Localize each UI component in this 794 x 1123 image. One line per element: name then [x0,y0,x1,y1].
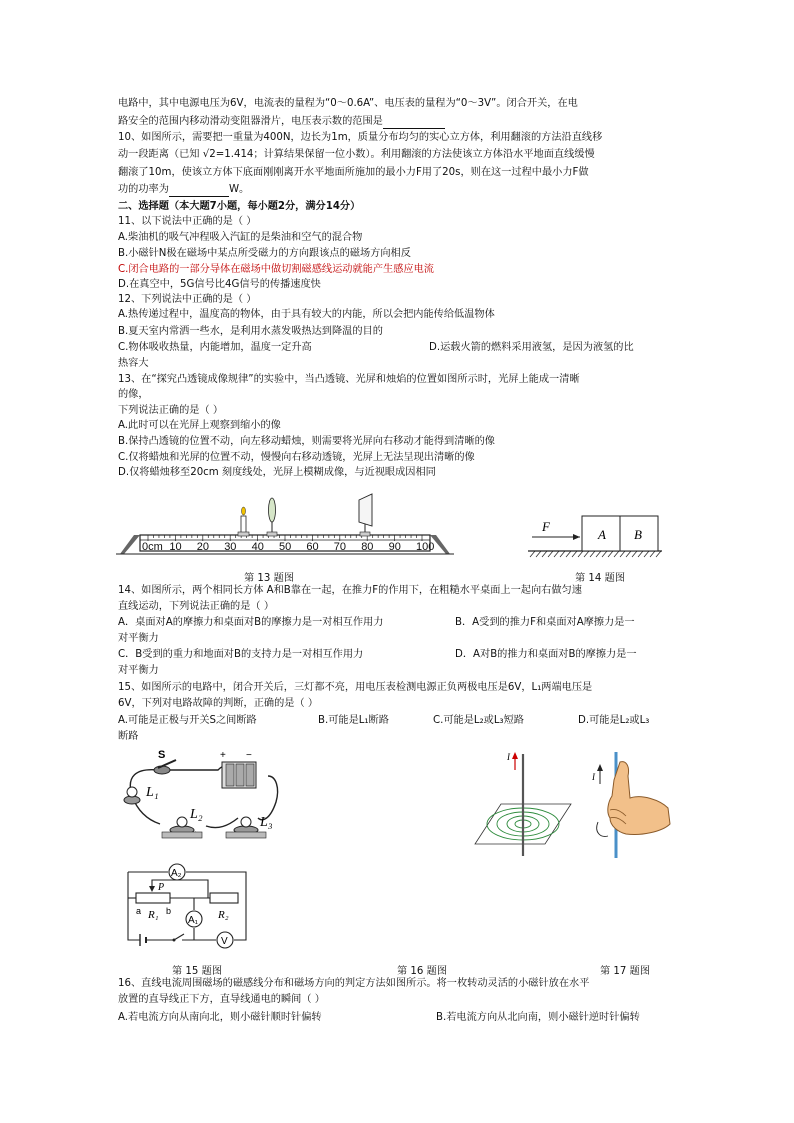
text-line: 10、如图所示，需要把一重量为400N，边长为1m，质量分布均匀的实心立方体，利用翻滚的方法沿直线移 [118,132,603,143]
text-line: 6V，下列对电路故障的判断，正确的是（ ） [118,698,319,709]
question-stem: 12、下列说法中正确的是（ ） [118,294,257,305]
option: B.保持凸透镜的位置不动，向左移动蜡烛，则需要将光屏向右移动才能得到清晰的像 [118,436,495,447]
battery-negative-label: − [246,750,252,761]
ground-hatch [644,551,649,557]
wire-field-diagram [473,748,573,858]
ground-hatch [596,551,601,557]
option: D.在真空中，5G信号比4G信号的传播速度快 [118,279,321,290]
figure-caption: 第 15 题图 [172,966,223,977]
ground-hatch [560,551,565,557]
option: A.热传递过程中，温度高的物体，由于具有较大的内能，所以会把内能传给低温物体 [118,309,495,320]
ruler-label: 40 [251,541,264,553]
text-fragment: W。 [228,184,250,195]
ground-hatch [536,551,541,557]
ground-hatch [608,551,613,557]
ruler-label: 70 [333,541,347,553]
text-line: 放置的直导线正下方，直导线通电的瞬间（ ） [118,994,325,1005]
text-line [118,182,249,197]
question-stem: 15、如图所示的电路中，闭合开关后，三灯都不亮，用电压表检测电源正负两极电压是6V，L₁两端电压是 [118,682,593,693]
option: A.可能是正极与开关S之间断路 [118,715,257,726]
text-line: 对平衡力 [118,633,159,644]
resistor-r2-label: R₂ [218,909,229,921]
ruler-label: 50 [279,541,292,553]
question-stem: 14、如图所示，两个相同长方体 A和B靠在一起，在推力F的作用下，在粗糙水平桌面上一起向右做匀速 [118,585,582,596]
lamp-l2-label: L₂ [190,807,203,822]
ground-hatch [602,551,607,557]
option: C.闭合电路的一部分导体在磁场中做切割磁感线运动就能产生感应电流 [118,264,434,275]
ground-hatch [626,551,631,557]
slider-p-label: P [158,882,165,893]
option: B.可能是L₁断路 [318,715,389,726]
ruler-label: 60 [306,541,319,553]
rheostat-circuit [118,856,258,952]
question-stem: 16、直线电流周围磁场的磁感线分布和磁场方向的判定方法如图所示。将一枚转动灵活的小磁针放在水平 [118,978,590,989]
text-line: 下列说法正确的是（ ） [118,405,224,416]
three-lamp-circuit [118,746,288,852]
ruler-label: 30 [224,541,237,553]
ground-hatch [590,551,595,557]
figure-caption: 第 13 题图 [244,573,295,584]
option: C.仅将蜡烛和光屏的位置不动，慢慢向右移动透镜，光屏上无法呈现出清晰的像 [118,452,475,463]
text-line: 翻滚了10m，使该立方体下底面刚刚离开水平地面所施加的最小力F用了20s，则在这一过程中最小力F做 [118,167,589,178]
ground-hatch [584,551,589,557]
option: D．A对B的推力和桌面对B的摩擦力是一 [455,649,637,660]
voltmeter-label: V [221,936,228,947]
question-stem: 11、以下说法中正确的是（ ） [118,216,257,227]
battery-positive-label: + [220,750,226,761]
figure-caption: 第 16 题图 [397,966,448,977]
ground-hatch [542,551,547,557]
ammeter-a2-label: A₂ [171,868,182,879]
ground-hatch [578,551,583,557]
option: A.若电流方向从南向北，则小磁针顺时针偏转 [118,1012,322,1023]
option: C.物体吸收热量，内能增加，温度一定升高 [118,342,312,353]
ground-hatch [554,551,559,557]
ruler-label: 10 [169,541,182,553]
optical-bench-diagram [116,488,454,568]
option: C.可能是L₂或L₃短路 [433,715,524,726]
text-fragment: 功的功率为 [118,184,169,195]
terminal-a-label: a [136,906,142,916]
ruler-label: 20 [196,541,210,553]
option: B.若电流方向从北向南，则小磁针逆时针偏转 [436,1012,640,1023]
section-heading: 二、选择题（本大题7小题，每小题2分，满分14分） [118,201,361,212]
ruler-label: 80 [361,541,374,553]
ground-hatch [614,551,619,557]
text-line: 断路 [118,731,139,742]
text-line: 直线运动，下列说法正确的是（ ） [118,601,275,612]
right-hand-rule-diagram [586,750,676,860]
text-line: 热容大 [118,358,149,369]
figure-caption: 第 14 题图 [575,573,626,584]
ground-hatch [650,551,655,557]
option: B．A受到的推力F和桌面对A摩擦力是一 [455,617,635,628]
ground-hatch [656,551,661,557]
question-stem: 13、在“探究凸透镜成像规律”的实验中，当凸透镜、光屏和烛焰的位置如图所示时，光屏上能成一清晰 [118,374,580,385]
text-fragment: 路安全的范围内移动滑动变阻器滑片，电压表示数的范围是 [118,116,383,127]
terminal-b-label: b [166,906,172,916]
option: D.仅将蜡烛移至20cm 刻度线处，光屏上模糊成像，与近视眼成因相同 [118,467,436,478]
ground-hatch [566,551,571,557]
text-line: 电路中，其中电源电压为6V，电流表的量程为“0～0.6A”、电压表的量程为“0～3V”。闭合开关，在电 [118,98,578,109]
ruler-label: 90 [388,541,401,553]
lamp-l3-label: L₃ [260,815,273,830]
ground-hatch [632,551,637,557]
current-label: I [507,752,510,762]
ammeter-a1-label: A₁ [188,915,199,926]
option: D.运载火箭的燃料采用液氢，是因为液氢的比 [429,342,634,353]
resistor-r1-label: R₁ [148,909,159,921]
option: D.可能是L₂或L₃ [578,715,650,726]
ground-hatch [620,551,625,557]
text-line: 的像， [118,389,149,400]
figure-caption: 第 17 题图 [600,966,651,977]
lamp-l1-label: L₁ [146,785,159,800]
answer-blank[interactable] [169,185,229,197]
force-label: F [542,519,550,534]
option: A．桌面对A的摩擦力和桌面对B的摩擦力是一对相互作用力 [118,617,384,628]
ground-hatch [572,551,577,557]
block-a-label: A [598,527,606,542]
blocks-ab-diagram [528,508,668,566]
option: A.柴油机的吸气冲程吸入汽缸的是柴油和空气的混合物 [118,232,363,243]
option: A.此时可以在光屏上观察到缩小的像 [118,420,281,431]
text-line [118,114,445,129]
current-label: I [592,772,595,782]
option: B.小磁针N极在磁场中某点所受磁力的方向跟该点的磁场方向相反 [118,248,411,259]
block-b-label: B [634,527,642,542]
answer-blank[interactable] [383,117,445,129]
text-line: 动一段距离（已知 √2=1.414；计算结果保留一位小数）。利用翻滚的方法使该立方体沿水平地面直线缓慢 [118,149,595,160]
text-line: 对平衡力 [118,665,159,676]
option: C．B受到的重力和地面对B的支持力是一对相互作用力 [118,649,364,660]
ground-hatch [548,551,553,557]
ground-hatch [530,551,535,557]
ruler-label: 100 [416,541,435,553]
ruler-label: 0cm [142,541,163,553]
ground-hatch [638,551,643,557]
option: B.夏天室内常洒一些水，是利用水蒸发吸热达到降温的目的 [118,326,383,337]
switch-label: S [158,749,166,761]
